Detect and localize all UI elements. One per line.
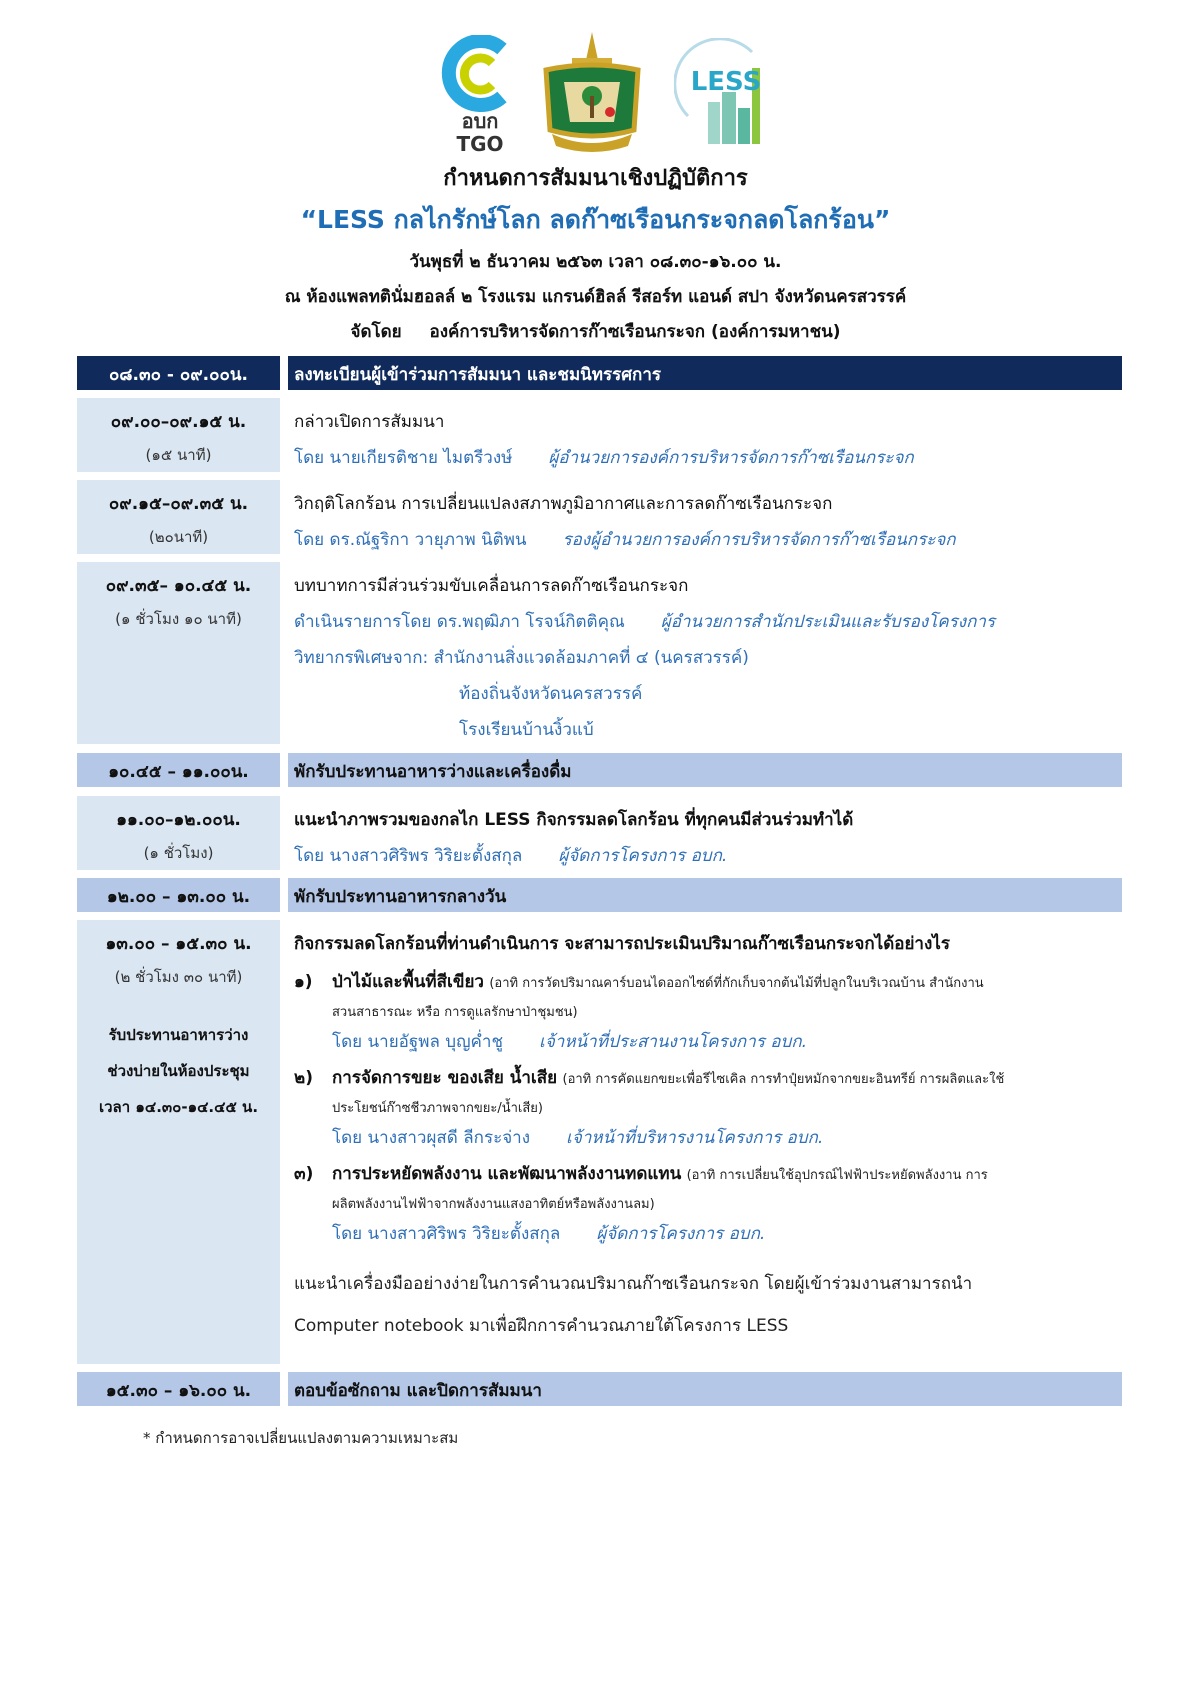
item-number: ๒) [294,1068,313,1088]
item-detail: (อาทิ การวัดปริมาณคาร์บอนไดออกไซด์ที่กักเก็บจากต้นไม้ที่ปลูกในบริเวณบ้าน สำนักงาน [489,976,984,991]
item-title: การจัดการขยะ ของเสีย น้ำเสีย [332,1068,558,1088]
activity-item [294,964,1122,1060]
session-title: กล่าวเปิดการสัมมนา [294,412,445,432]
organizer-name: องค์การบริหารจัดการก๊าซเรือนกระจก (องค์การมหาชน) [429,322,841,342]
session-content [288,398,1122,472]
schedule-row-qa-closing [77,1372,1122,1406]
event-date: วันพุธที่ ๒ ธันวาคม ๒๕๖๓ เวลา ๐๘.๓๐-๑๖.๐๐ น. [409,252,782,272]
speaker-role: ผู้จัดการโครงการ อบก. [558,846,728,866]
time-range: ๐๙.๐๐–๐๙.๑๕ น. [110,412,247,432]
page-title: กำหนดการสัมมนาเชิงปฏิบัติการ [443,166,748,191]
time-range: ๑๓.๐๐ – ๑๕.๓๐ น. [105,934,252,954]
speaker-line [332,1120,1122,1156]
break-note-line: เวลา ๑๔.๓๐-๑๔.๔๕ น. [98,1098,259,1116]
speaker-role: เจ้าหน้าที่บริหารงานโครงการ อบก. [566,1128,824,1148]
speaker-line [294,522,1122,558]
item-number: ๓) [294,1164,314,1184]
session-title: แนะนำภาพรวมของกลไก LESS กิจกรรมลดโลกร้อน ที่ทุกคนมีส่วนร่วมทำได้ [294,810,854,830]
time-range: ๐๙.๑๕–๐๙.๓๕ น. [108,494,249,514]
speaker-role: ผู้อำนวยการองค์การบริหารจัดการก๊าซเรือนกระจก [548,448,914,468]
less-logo [674,38,766,146]
item-number: ๑) [294,972,313,992]
session-content [288,562,1122,744]
guest-speaker: โรงเรียนบ้านงิ้วแบ้ [459,720,594,740]
duration: (๑ ชั่วโมง ๑๐ นาที) [115,610,242,628]
duration: (๒๐นาที) [148,528,209,546]
session-content [288,796,1122,870]
break-note-line: ช่วงบ่ายในห้องประชุม [107,1062,250,1080]
speaker-line [294,604,1122,640]
session-title: พักรับประทานอาหารว่างและเครื่องดื่ม [288,753,1122,787]
afternoon-break-note [77,1017,280,1125]
schedule-row-lunch [77,878,1122,912]
tgo-logo-latin: TGO [456,132,504,153]
speaker-role: ผู้จัดการโครงการ อบก. [596,1224,766,1244]
time-cell [77,796,280,870]
guest-speakers: วิทยากรพิเศษจาก: สำนักงานสิ่งแวดล้อมภาคที่ ๔ (นครสวรรค์) [294,648,749,668]
time-cell [77,562,280,744]
organizer-label: จัดโดย [350,322,402,342]
time-cell: ๑๕.๓๐ – ๑๖.๐๐ น. [77,1372,280,1406]
session-title: วิกฤติโลกร้อน การเปลี่ยนแปลงสภาพภูมิอากาศและการลดก๊าซเรือนกระจก [294,494,833,514]
schedule-row-snack-break [77,753,1122,787]
item-detail: ประโยชน์ก๊าซชีวภาพจากขยะ/น้ำเสีย) [332,1101,543,1116]
footnote: * กำหนดการอาจเปลี่ยนแปลงตามความเหมาะสม [143,1429,459,1447]
schedule-row-less-overview [77,796,1122,870]
schedule-row-registration [77,356,1122,390]
item-title: การประหยัดพลังงาน และพัฒนาพลังงานทดแทน [332,1164,682,1184]
guest-speaker: ท้องถิ่นจังหวัดนครสวรรค์ [459,684,643,704]
speaker-line [332,1216,1122,1252]
speaker-line [332,1024,1122,1060]
duration: (๑ ชั่วโมง) [143,844,214,862]
tools-intro: Computer notebook มาเพื่อฝึกการคำนวณภายใต้โครงการ LESS [294,1316,789,1336]
session-title: ลงทะเบียนผู้เข้าร่วมการสัมมนา และชมนิทรรศการ [288,356,1122,390]
activity-item [294,1060,1122,1156]
item-title: ป่าไม้และพื้นที่สีเขียว [332,972,484,992]
session-title: บทบาทการมีส่วนร่วมขับเคลื่อนการลดก๊าซเรือนกระจก [294,576,689,596]
duration: (๑๕ นาที) [145,446,212,464]
logo-strip [0,30,1191,155]
session-content [288,920,1122,1364]
tools-intro: แนะนำเครื่องมืออย่างง่ายในการคำนวณปริมาณก๊าซเรือนกระจก โดยผู้เข้าร่วมงานสามารถนำ [294,1274,973,1294]
speaker-role: เจ้าหน้าที่ประสานงานโครงการ อบก. [539,1032,807,1052]
time-cell [77,920,280,1364]
item-detail: (อาทิ การคัดแยกขยะเพื่อรีไซเคิล การทำปุ๋ยหมักจากขยะอินทรีย์ การผลิตและใช้ [562,1072,1005,1087]
item-detail: (อาทิ การเปลี่ยนใช้อุปกรณ์ไฟฟ้าประหยัดพลังงาน การ [686,1168,988,1183]
time-cell [77,480,280,554]
schedule-row-participation [77,562,1122,744]
session-title: ตอบข้อซักถาม และปิดการสัมมนา [288,1372,1122,1406]
duration: (๒ ชั่วโมง ๓๐ นาที) [114,968,243,986]
speaker-name: โดย นางสาวผุสดี ลีกระจ่าง [332,1128,531,1148]
session-title: พักรับประทานอาหารกลางวัน [288,878,1122,912]
tgo-logo-thai: อบก [461,109,499,133]
speaker-name: โดย ดร.ณัฐริกา วายุภาพ นิติพน [294,530,527,550]
item-detail: ผลิตพลังงานไฟฟ้าจากพลังงานแสงอาทิตย์หรือพลังงานลม) [332,1197,655,1212]
event-subtitle: “LESS กลไกรักษ์โลก ลดก๊าซเรือนกระจกลดโลกร้อน” [300,205,891,234]
schedule-row-opening [77,398,1122,472]
tgo-logo [440,35,520,153]
activity-item [294,1156,1122,1252]
speaker-name: โดย นางสาวศิริพร วิริยะตั้งสกุล [294,846,523,866]
session-content [288,480,1122,554]
speaker-line [294,838,1122,874]
event-venue: ณ ห้องแพลทตินั่มฮอลล์ ๒ โรงแรม แกรนด์ฮิลล์ รีสอร์ท แอนด์ สปา จังหวัดนครสวรรค์ [284,287,907,307]
speaker-name: ดำเนินรายการโดย ดร.พฤฒิภา โรจน์กิตติคุณ [294,612,625,632]
less-logo-text: LESS [690,67,762,97]
province-seal [532,30,652,155]
time-cell: ๑๐.๔๕ – ๑๑.๐๐น. [77,753,280,787]
time-cell: ๐๘.๓๐ - ๐๙.๐๐น. [77,356,280,390]
speaker-line [294,440,1122,476]
time-cell [77,398,280,472]
event-organizer [0,318,1191,345]
speaker-name: โดย นายเกียรติชาย ไมตรีวงษ์ [294,448,513,468]
speaker-name: โดย นายอัฐพล บุญค่ำชู [332,1032,504,1052]
speaker-role: รองผู้อำนวยการองค์การบริหารจัดการก๊าซเรือนกระจก [562,530,956,550]
time-range: ๑๑.๐๐–๑๒.๐๐น. [116,810,241,830]
schedule-row-climate-crisis [77,480,1122,554]
break-note-line: รับประทานอาหารว่าง [108,1026,249,1044]
speaker-name: โดย นางสาวศิริพร วิริยะตั้งสกุล [332,1224,561,1244]
speaker-role: ผู้อำนวยการสำนักประเมินและรับรองโครงการ [660,612,996,632]
item-detail: สวนสาธารณะ หรือ การดูแลรักษาป่าชุมชน) [332,1005,578,1020]
time-range: ๐๙.๓๕– ๑๐.๔๕ น. [105,576,252,596]
session-title: กิจกรรมลดโลกร้อนที่ท่านดำเนินการ จะสามารถประเมินปริมาณก๊าซเรือนกระจกได้อย่างไร [294,934,950,954]
time-cell: ๑๒.๐๐ – ๑๓.๐๐ น. [77,878,280,912]
schedule-row-activities [77,920,1122,1364]
